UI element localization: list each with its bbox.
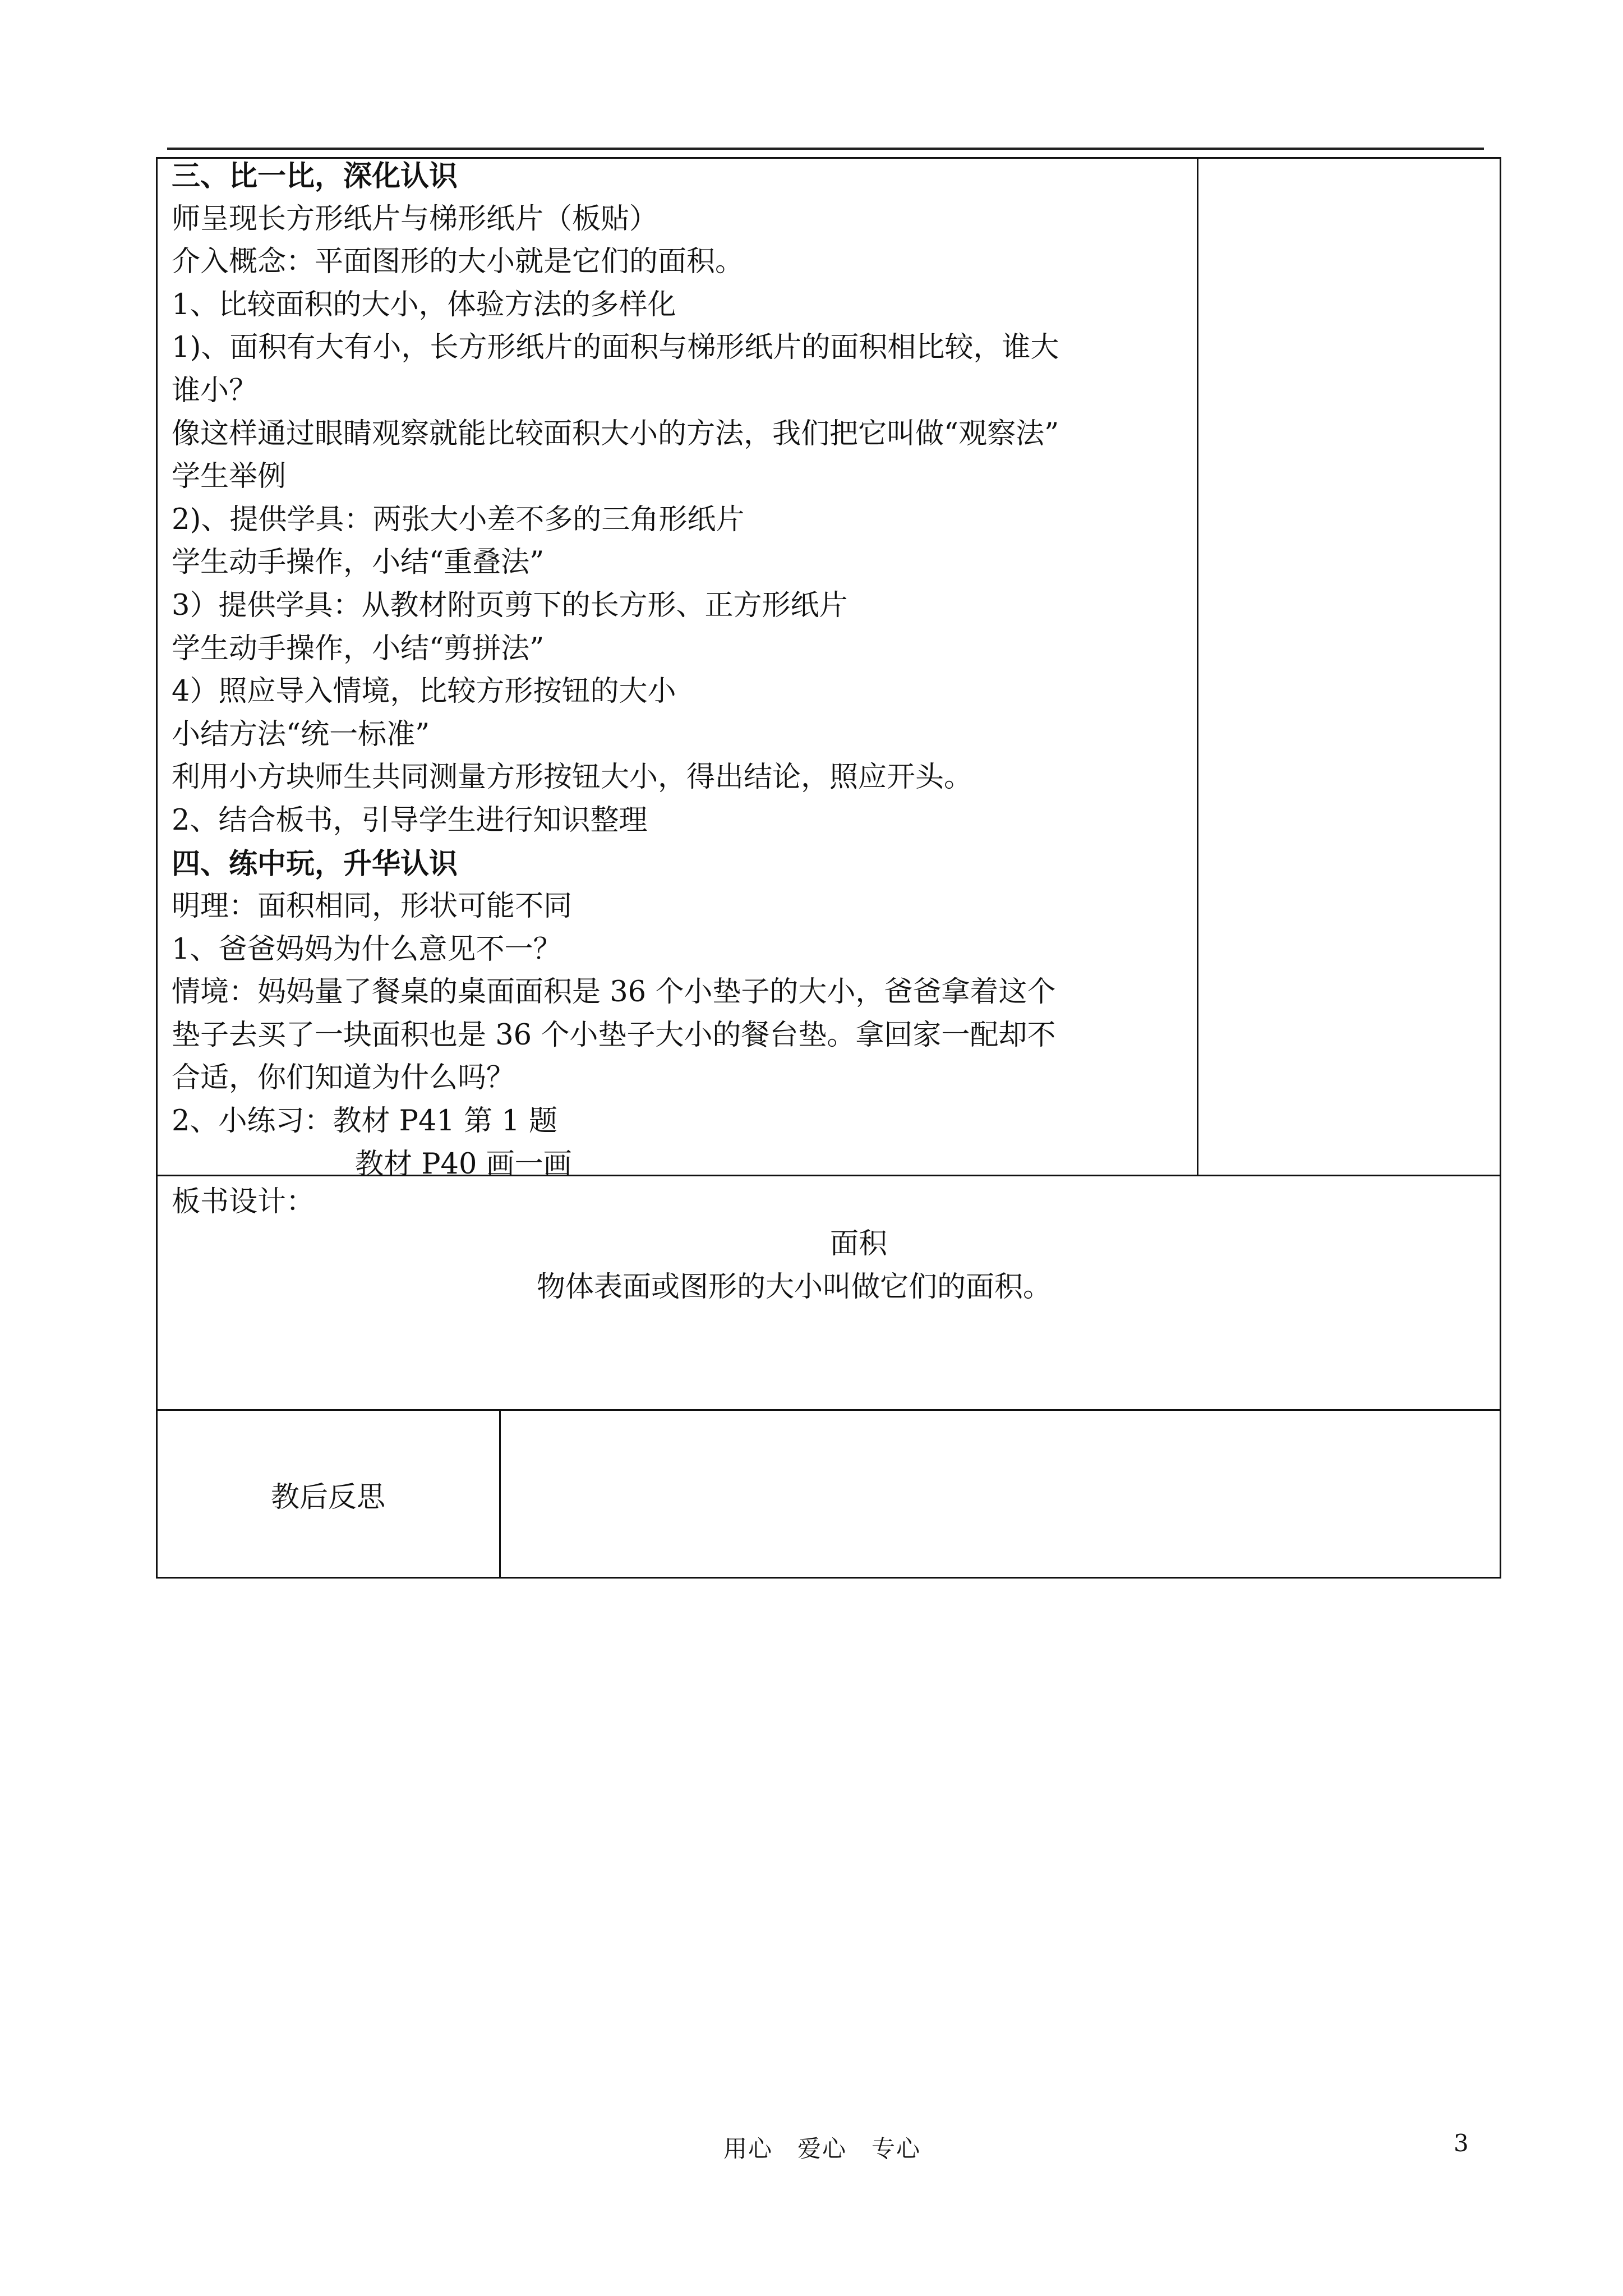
text-line: 学生动手操作，小结“重叠法” (172, 546, 545, 579)
notes-column-divider (1197, 157, 1198, 1176)
text-line: 明理：面积相同，形状可能不同 (172, 890, 573, 923)
text-line: 学生动手操作，小结“剪拼法” (172, 632, 545, 665)
text-line: 介入概念：平面图形的大小就是它们的面积。 (172, 245, 744, 279)
text-line: 3）提供学具：从教材附页剪下的长方形、正方形纸片 (172, 588, 848, 622)
text-line: 2)、提供学具：两张大小差不多的三角形纸片 (172, 503, 745, 536)
text-line: 利用小方块师生共同测量方形按钮大小，得出结论，照应开头。 (172, 761, 973, 794)
text-line: 1、爸爸妈妈为什么意见不一？ (172, 932, 562, 966)
text-line: 师呈现长方形纸片与梯形纸片（板贴） (172, 202, 658, 236)
reflection-label-text: 教后反思 (270, 1481, 385, 1514)
text-line: 2、小练习：教材 P41 第 1 题 (172, 1105, 557, 1138)
board-design-label: 板书设计： (172, 1185, 315, 1218)
lesson-process-cell (172, 155, 1192, 1186)
board-title: 面积 (830, 1227, 888, 1260)
text-line: 像这样通过眼睛观察就能比较面积大小的方法，我们把它叫做“观察法” (172, 417, 1059, 450)
text-line: 谁小？ (172, 374, 258, 407)
footer-slogan: 用心 爱心 专心 (723, 2135, 921, 2162)
table-border-left (156, 157, 158, 1579)
section-heading-4: 四、练中玩，升华认识 (172, 846, 458, 881)
text-line: 1)、面积有大有小，长方形纸片的面积与梯形纸片的面积相比较，谁大 (172, 331, 1059, 365)
page-number: 3 (1454, 2129, 1469, 2157)
header-rule (167, 148, 1484, 150)
text-line: 2、结合板书，引导学生进行知识整理 (172, 803, 648, 837)
board-definition: 物体表面或图形的大小叫做它们的面积。 (537, 1271, 1052, 1304)
text-line: 情境：妈妈量了餐桌的桌面面积是 36 个小垫子的大小，爸爸拿着这个 (172, 976, 1056, 1009)
reflection-label (156, 1410, 500, 1579)
text-line: 4）照应导入情境，比较方形按钮的大小 (172, 675, 676, 708)
text-line-indented: 教材 P40 画一画 (355, 1147, 572, 1181)
text-line: 学生举例 (172, 460, 287, 494)
text-line: 垫子去买了一块面积也是 36 个小垫子大小的餐台垫。拿回家一配却不 (172, 1018, 1056, 1052)
text-line: 合适，你们知道为什么吗？ (172, 1061, 515, 1095)
text-line: 小结方法“统一标准” (172, 717, 430, 751)
table-border-right (1500, 157, 1501, 1579)
text-line: 1、比较面积的大小，体验方法的多样化 (172, 288, 676, 321)
section-heading-3: 三、比一比，深化认识 (172, 159, 458, 193)
